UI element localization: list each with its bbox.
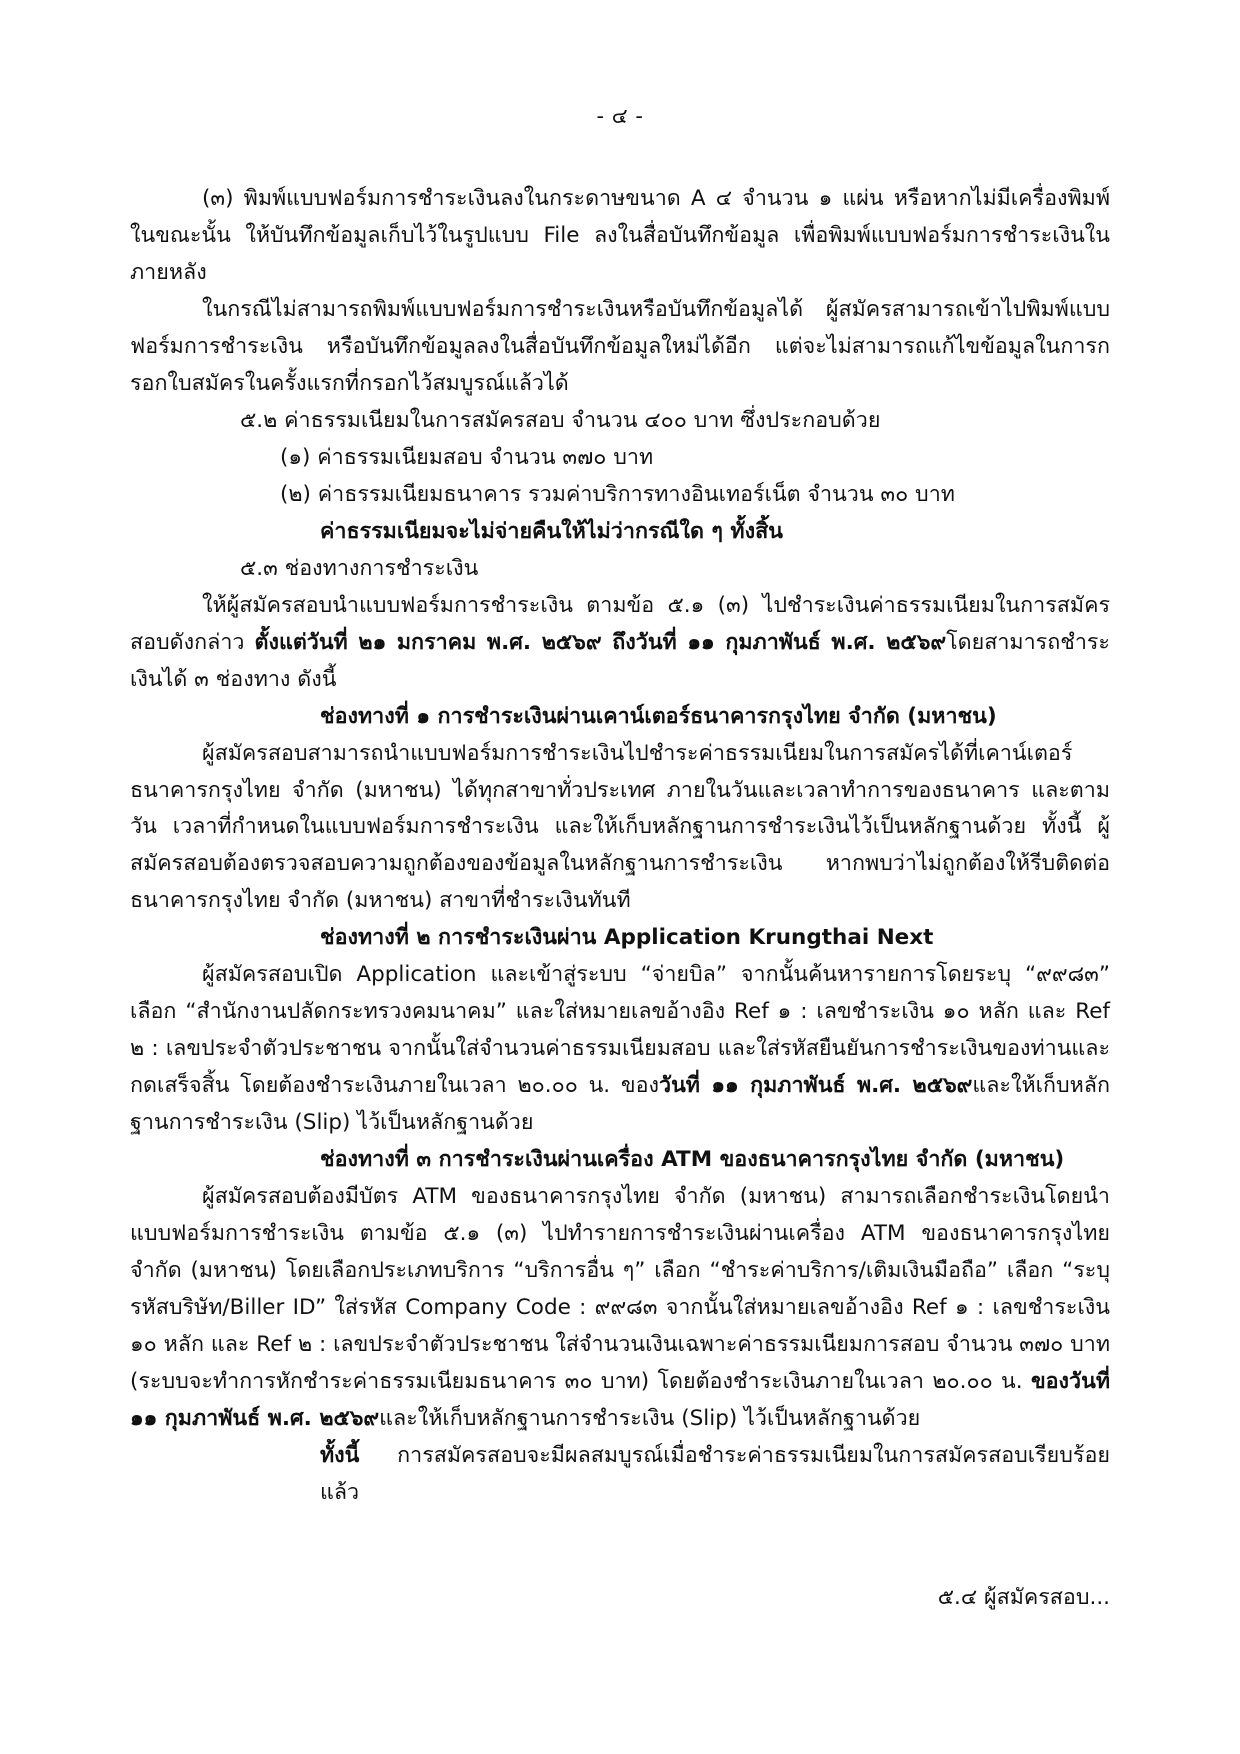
paragraph-channel-2-detail <box>130 957 1110 1142</box>
paragraph-fee-bank: (๒) ค่าธรรมเนียมธนาคาร รวมค่าบริการทางอินเทอร์เน็ต จำนวน ๓๐ บาท <box>280 481 955 507</box>
payment-period-text-1: ให้ผู้สมัครสอบนำแบบฟอร์มการชำระเงิน ตามข้อ ๕.๑ (๓) ไปชำระเงินค่าธรรมเนียมในการสมัครสอบดังกล่าว <box>130 592 1110 655</box>
paragraph-channel-3-detail <box>130 1179 1110 1438</box>
channel-3-text-1: ผู้สมัครสอบต้องมีบัตร ATM ของธนาคารกรุงไทย จำกัด (มหาชน) สามารถเลือกชำระเงินโดยนำแบบฟอร์มการชำระเงิน ตามข้อ ๕.๑ (๓) ไปทำรายการชำระเงินผ่านเครื่อง ATM ของธนาคารกรุงไทย จำกัด (มหาชน) โดยเลือกประเภทบริการ “บริการอื่น ๆ” เลือก “ชำระค่าบริการ/เติมเงินมือถือ” เลือก “ระบุรหัสบริษัท/Biller ID” ใส่รหัส Company Code : ๙๙๘๓ จากนั้นใส่หมายเลขอ้างอิง Ref ๑ : เลขชำระเงิน ๑๐ หลัก และ Ref ๒ : เลขประจำตัวประชาชน ใส่จำนวนเงินเฉพาะค่าธรรมเนียมการสอบ จำนวน ๓๗๐ บาท (ระบบจะทำการหักชำระค่าธรรมเนียมธนาคาร ๓๐ บาท) โดยต้องชำระเงินภายในเวลา ๒๐.๐๐ น. <box>130 1184 1110 1394</box>
channel-2-deadline-date: วันที่ ๑๑ กุมภาพันธ์ พ.ศ. ๒๕๖๙ <box>659 1073 973 1099</box>
channel-3-deadline-date: ของวันที่ ๑๑ กุมภาพันธ์ พ.ศ. ๒๕๖๙ <box>130 1369 1110 1431</box>
paragraph-fee-exam: (๑) ค่าธรรมเนียมสอบ จำนวน ๓๗๐ บาท <box>280 444 654 470</box>
payment-period-text-2: โดยสามารถชำระเงินได้ ๓ ช่องทาง ดังนี้ <box>130 629 1110 692</box>
heading-channel-1: ช่องทางที่ ๑ การชำระเงินผ่านเคาน์เตอร์ธนาคารกรุงไทย จำกัด (มหาชน) <box>320 703 997 729</box>
channel-3-text-2: และให้เก็บหลักฐานการชำระเงิน (Slip) ไว้เป็นหลักฐานด้วย <box>379 1405 921 1431</box>
paragraph-payment-channels-heading: ๕.๓ ช่องทางการชำระเงิน <box>240 555 479 581</box>
heading-channel-3: ช่องทางที่ ๓ การชำระเงินผ่านเครื่อง ATM ของธนาคารกรุงไทย จำกัด (มหาชน) <box>320 1147 1065 1173</box>
document-body <box>130 181 1110 1512</box>
payment-period-dates: ตั้งแต่วันที่ ๒๑ มกราคม พ.ศ. ๒๕๖๙ ถึงวันที่ ๑๑ กุมภาพันธ์ พ.ศ. ๒๕๖๙ <box>254 629 947 655</box>
channel-2-text-2: และให้เก็บหลักฐานการชำระเงิน (Slip) ไว้เป็นหลักฐานด้วย <box>130 1073 1110 1136</box>
channel-2-text-1: ผู้สมัครสอบเปิด Application และเข้าสู่ระบบ “จ่ายบิล” จากนั้นค้นหารายการโดยระบุ “๙๙๘๓” เลือก “สำนักงานปลัดกระทรวงคมนาคม” และใส่หมายเลขอ้างอิง Ref ๑ : เลขชำระเงิน ๑๐ หลัก และ Ref ๒ : เลขประจำตัวประชาชน จากนั้นใส่จำนวนค่าธรรมเนียมสอบ และใส่รหัสยืนยันการชำระเงินของท่านและกดเสร็จสิ้น โดยต้องชำระเงินภายในเวลา ๒๐.๐๐ น. ของ <box>130 962 1110 1099</box>
conclusion-lead: ทั้งนี้ <box>320 1442 360 1468</box>
paragraph-no-refund: ค่าธรรมเนียมจะไม่จ่ายคืนให้ไม่ว่ากรณีใด ๆ ทั้งสิ้น <box>320 518 783 544</box>
paragraph-payment-period <box>130 588 1110 699</box>
paragraph-conclusion <box>130 1438 1110 1512</box>
heading-channel-2: ช่องทางที่ ๒ การชำระเงินผ่าน Application Krungthai Next <box>320 925 934 951</box>
paragraph-fee-total: ๕.๒ ค่าธรรมเนียมในการสมัครสอบ จำนวน ๔๐๐ บาท ซึ่งประกอบด้วย <box>240 407 881 433</box>
paragraph-channel-1-detail: ผู้สมัครสอบสามารถนำแบบฟอร์มการชำระเงินไปชำระค่าธรรมเนียมในการสมัครได้ที่เคาน์เตอร์ธนาคารกรุงไทย จำกัด (มหาชน) ได้ทุกสาขาทั่วประเทศ ภายในวันและเวลาทำการของธนาคาร และตามวัน เวลาที่กำหนดในแบบฟอร์มการชำระเงิน และให้เก็บหลักฐานการชำระเงินไว้เป็นหลักฐานด้วย ทั้งนี้ ผู้สมัครสอบต้องตรวจสอบความถูกต้องของข้อมูลในหลักฐานการชำระเงิน หากพบว่าไม่ถูกต้องให้รีบติดต่อธนาคารกรุงไทย จำกัด (มหาชน) สาขาที่ชำระเงินทันที <box>130 740 1110 914</box>
paragraph-cannot-print: ในกรณีไม่สามารถพิมพ์แบบฟอร์มการชำระเงินหรือบันทึกข้อมูลได้ ผู้สมัครสามารถเข้าไปพิมพ์แบบฟอร์มการชำระเงิน หรือบันทึกข้อมูลลงในสื่อบันทึกข้อมูลใหม่ได้อีก แต่จะไม่สามารถแก้ไขข้อมูลในการกรอกใบสมัครในครั้งแรกที่กรอกไว้สมบูรณ์แล้วได้ <box>130 296 1110 396</box>
conclusion-rest: การสมัครสอบจะมีผลสมบูรณ์เมื่อชำระค่าธรรมเนียมในการสมัครสอบเรียบร้อยแล้ว <box>320 1442 1110 1505</box>
page-footer-continuation: ๕.๔ ผู้สมัครสอบ... <box>937 1585 1110 1610</box>
page-number: - ๔ - <box>596 104 644 128</box>
paragraph-print-form: (๓) พิมพ์แบบฟอร์มการชำระเงินลงในกระดาษขนาด A ๔ จำนวน ๑ แผ่น หรือหากไม่มีเครื่องพิมพ์ในขณะนั้น ให้บันทึกข้อมูลเก็บไว้ในรูปแบบ File ลงในสื่อบันทึกข้อมูล เพื่อพิมพ์แบบฟอร์มการชำระเงินในภายหลัง <box>130 186 1110 285</box>
